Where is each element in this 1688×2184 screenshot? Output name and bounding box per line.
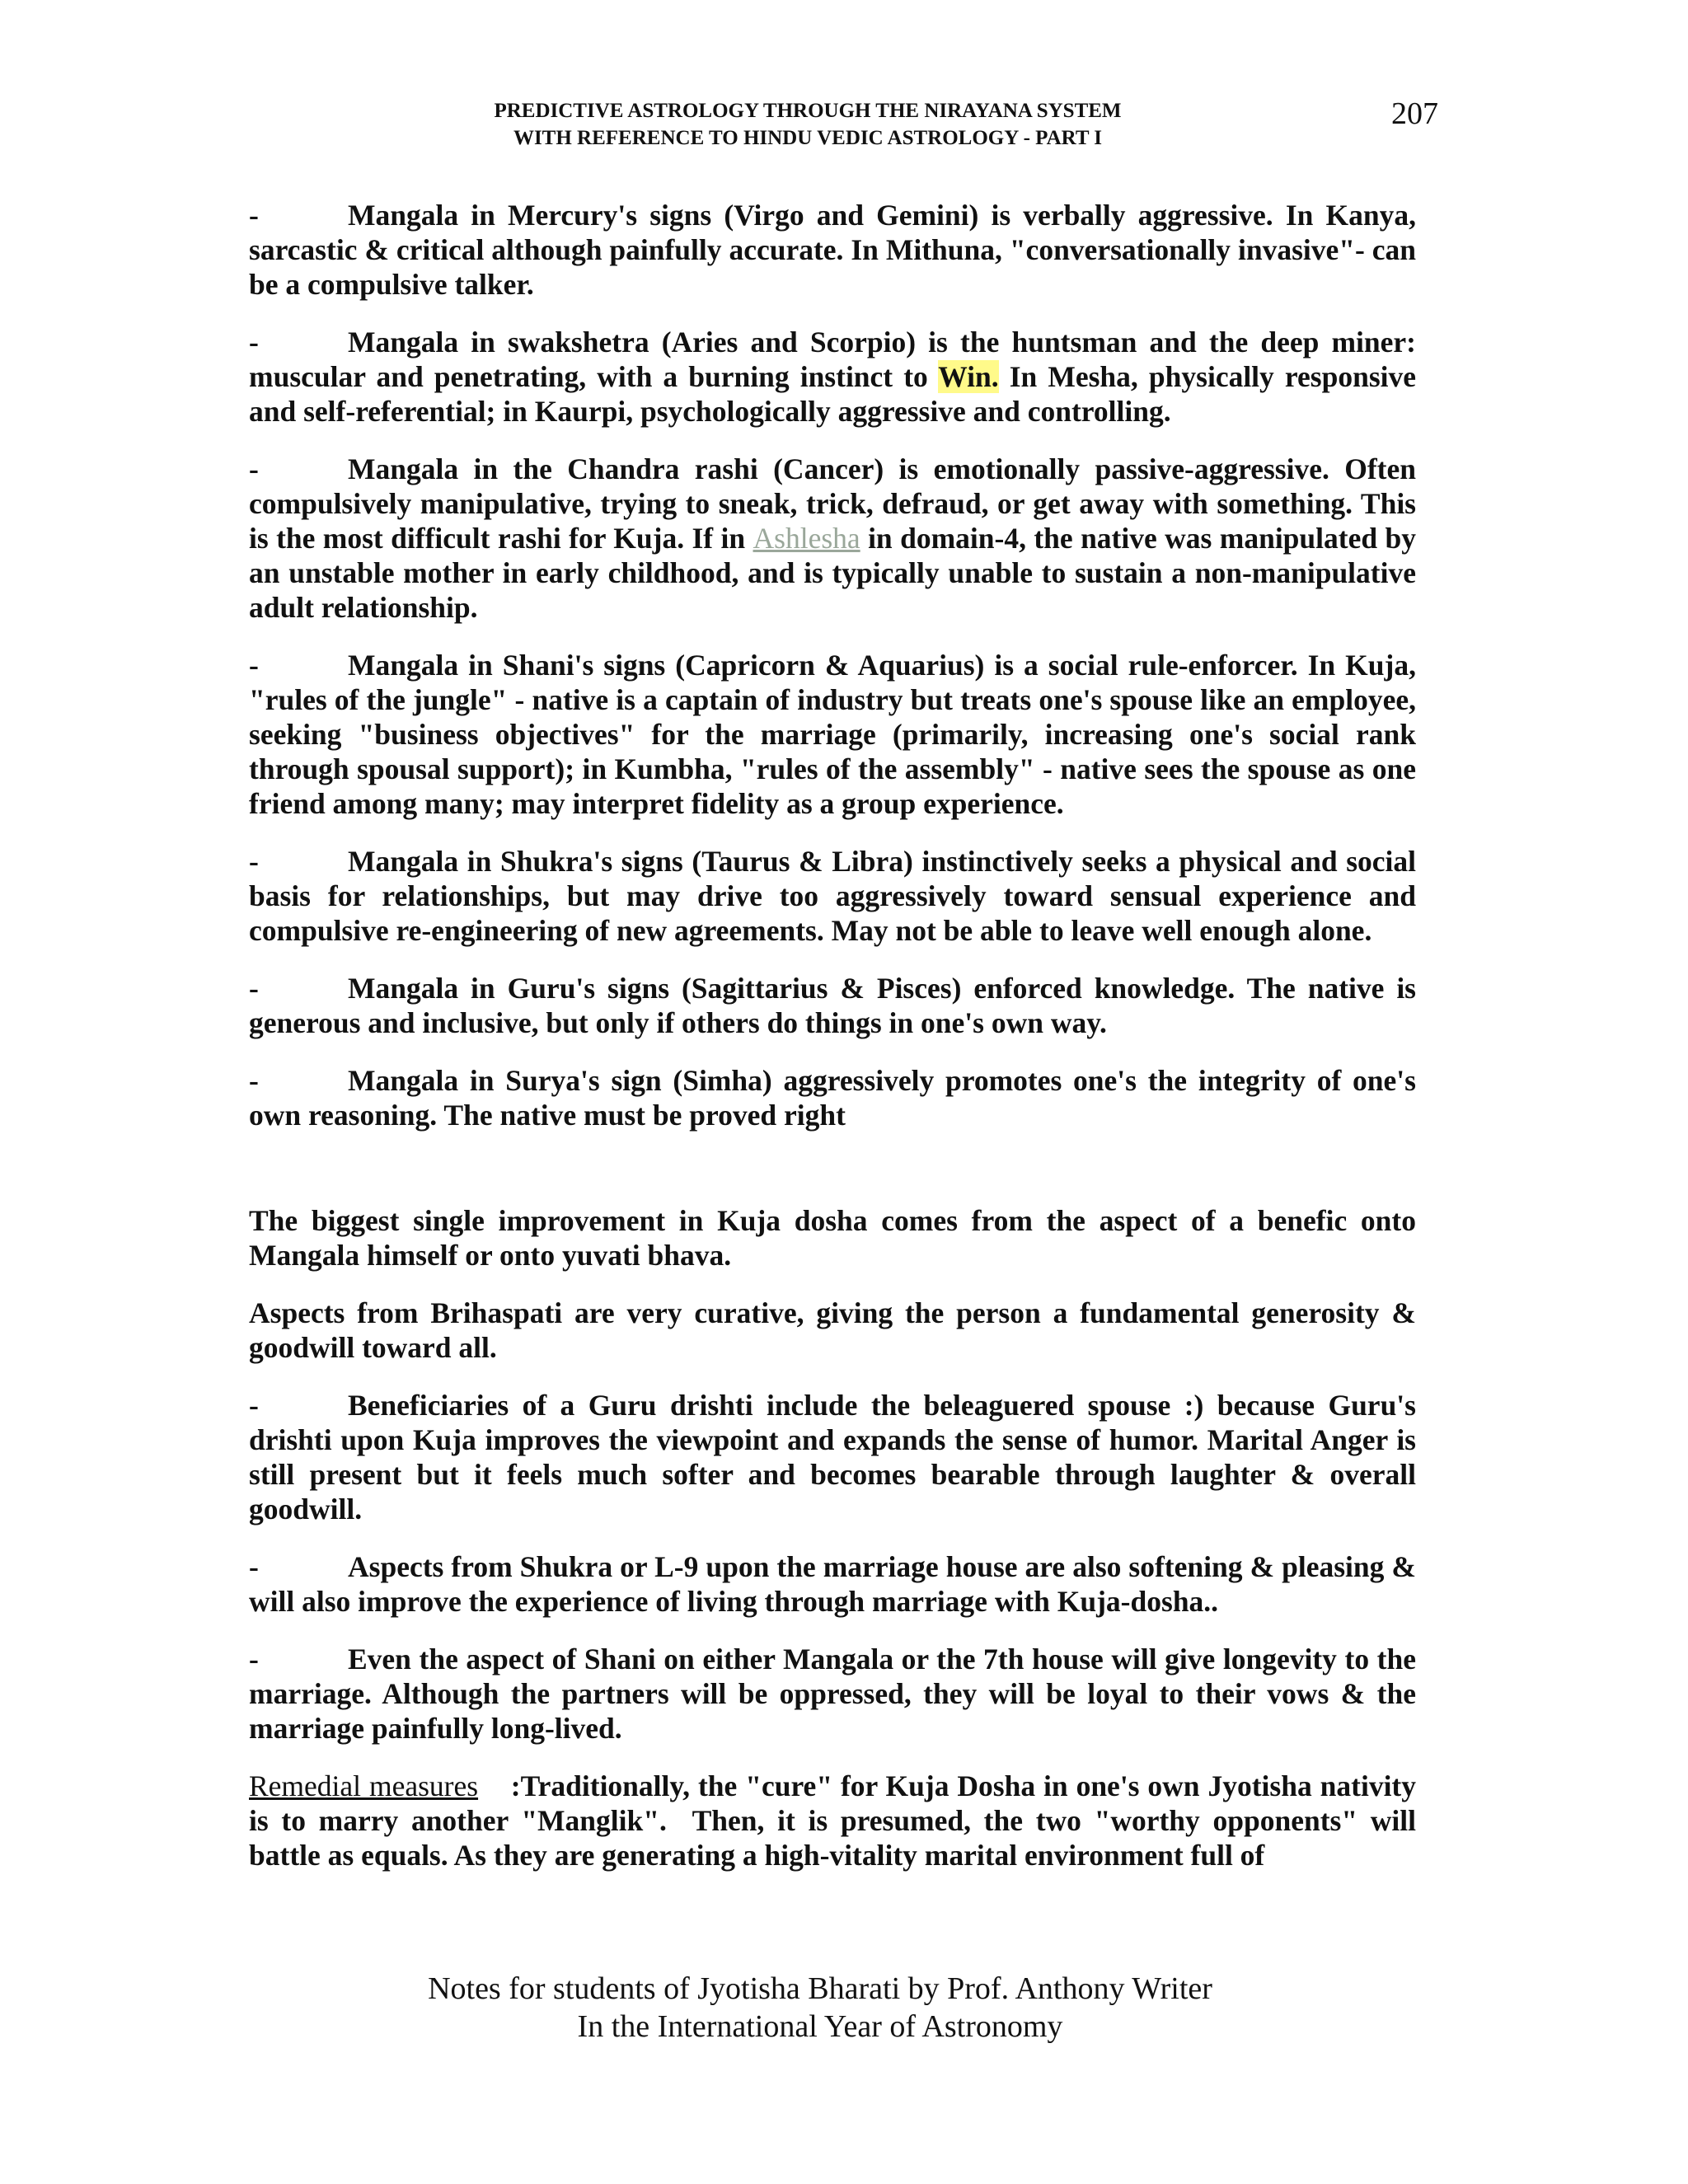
bullet-text: Mangala in the Chandra rashi (Cancer) is emotionally passive-aggressive. Often compulsively manipulative, trying to sneak, trick, defraud, or get away with something. This is the most difficult rashi for Kuja. If in (249, 452, 1416, 555)
bullet-text: Aspects from Shukra or L-9 upon the marriage house are also softening & pleasing & will also improve the experience of living through marriage with Kuja-dosha.. (249, 1550, 1416, 1618)
bullet-dash: - (249, 972, 259, 1005)
footer-line-2: In the International Year of Astronomy (577, 2009, 1063, 2044)
bullet-text: Mangala in swakshetra (Aries and Scorpio) is the huntsman and the deep miner: muscular and penetrating, with a burning instinct to (249, 326, 1416, 393)
remedial-heading: Remedial measures (249, 1769, 479, 1802)
bullet-dash: - (249, 845, 259, 878)
page-number: 207 (1391, 96, 1438, 131)
bullet-text: Even the aspect of Shani on either Mangala or the 7th house will give longevity to the marriage. Although the partners will be oppressed, they will be loyal to their vows & the marriage painfully long-lived. (249, 1643, 1416, 1745)
bullet-dash: - (249, 649, 259, 682)
running-header (379, 97, 1236, 152)
bullet-text: Beneficiaries of a Guru drishti include the beleaguered spouse :) because Guru's drishti upon Kuja improves the viewpoint and expands the sense of humor. Marital Anger is still present but it feels much softer and becomes bearable through laughter & overall goodwill. (249, 1389, 1416, 1526)
highlighted-word: Win. (938, 360, 999, 393)
bullet-paragraph (249, 648, 1416, 821)
remedial-text: :Traditionally, the "cure" for Kuja Dosha in one's own Jyotisha nativity is to marry another "Manglik". Then, it is presumed, the two "worthy opponents" will battle as equals. As they are generating a high-vitality marital environment full of (249, 1769, 1423, 1872)
bullet-text: Mangala in Surya's sign (Simha) aggressively promotes one's the integrity of one's own reasoning. The native must be proved right (249, 1064, 1416, 1132)
ashlesha-link[interactable]: Ashlesha (753, 522, 860, 555)
bullet-dash: - (249, 1064, 259, 1097)
improvement-paragraph: The biggest single improvement in Kuja dosha comes from the aspect of a benefic onto Mangala himself or onto yuvati bhava. (249, 1204, 1416, 1272)
spacer (249, 1155, 1416, 1203)
bullet-paragraph (249, 971, 1416, 1040)
page-footer (247, 1970, 1393, 2046)
bullet-paragraph (249, 1642, 1416, 1746)
bullet-text: Mangala in Shukra's signs (Taurus & Libra) instinctively seeks a physical and social basis for relationships, but may drive too aggressively toward sensual experience and compulsive re-engineering of new agreements. May not be able to leave well enough alone. (249, 845, 1416, 947)
bullet-text: Mangala in Guru's signs (Sagittarius & Pisces) enforced knowledge. The native is generous and inclusive, but only if others do things in one's own way. (249, 972, 1416, 1039)
bullet-text: in domain-4, the native was manipulated by an unstable mother in early childhood, and is typically unable to sustain a non-manipulative adult relationship. (249, 522, 1416, 624)
header-line-2: WITH REFERENCE TO HINDU VEDIC ASTROLOGY - PART I (513, 127, 1103, 149)
bullet-paragraph (249, 198, 1416, 302)
bullet-paragraph (249, 1063, 1416, 1132)
bullet-paragraph (249, 325, 1416, 429)
header-line-1: PREDICTIVE ASTROLOGY THROUGH THE NIRAYANA SYSTEM (494, 100, 1122, 122)
bullet-dash: - (249, 199, 259, 232)
bullet-paragraph (249, 452, 1416, 625)
bullet-dash: - (249, 1550, 259, 1583)
bullet-dash: - (249, 1643, 259, 1675)
bullet-dash: - (249, 1389, 259, 1422)
main-text (249, 198, 1423, 1896)
bullet-dash: - (249, 326, 259, 359)
footer-line-1: Notes for students of Jyotisha Bharati by Prof. Anthony Writer (428, 1971, 1212, 2006)
bullet-text: In Mesha, physically responsive and self-referential; in Kaurpi, psychologically aggressive and controlling. (249, 360, 1417, 428)
brihaspati-paragraph: Aspects from Brihaspati are very curative, giving the person a fundamental generosity & goodwill toward all. (249, 1296, 1416, 1364)
remedial-paragraph (249, 1769, 1423, 1872)
bullet-dash: - (249, 452, 259, 485)
bullet-paragraph (249, 1549, 1416, 1619)
bullet-paragraph (249, 1388, 1416, 1526)
bullet-text: Mangala in Shani's signs (Capricorn & Aquarius) is a social rule-enforcer. In Kuja, "rules of the jungle" - native is a captain of industry but treats one's spouse like an employee, seeking "business objectives" for the marriage (primarily, increasing one's social rank through spousal support); in Kumbha, "rules of the assembly" - native sees the spouse as one friend among many; may interpret fidelity as a group experience. (249, 649, 1416, 820)
bullet-text: Mangala in Mercury's signs (Virgo and Gemini) is verbally aggressive. In Kanya, sarcastic & critical although painfully accurate. In Mithuna, "conversationally invasive"- can be a compulsive talker. (249, 199, 1416, 301)
bullet-paragraph (249, 844, 1416, 948)
